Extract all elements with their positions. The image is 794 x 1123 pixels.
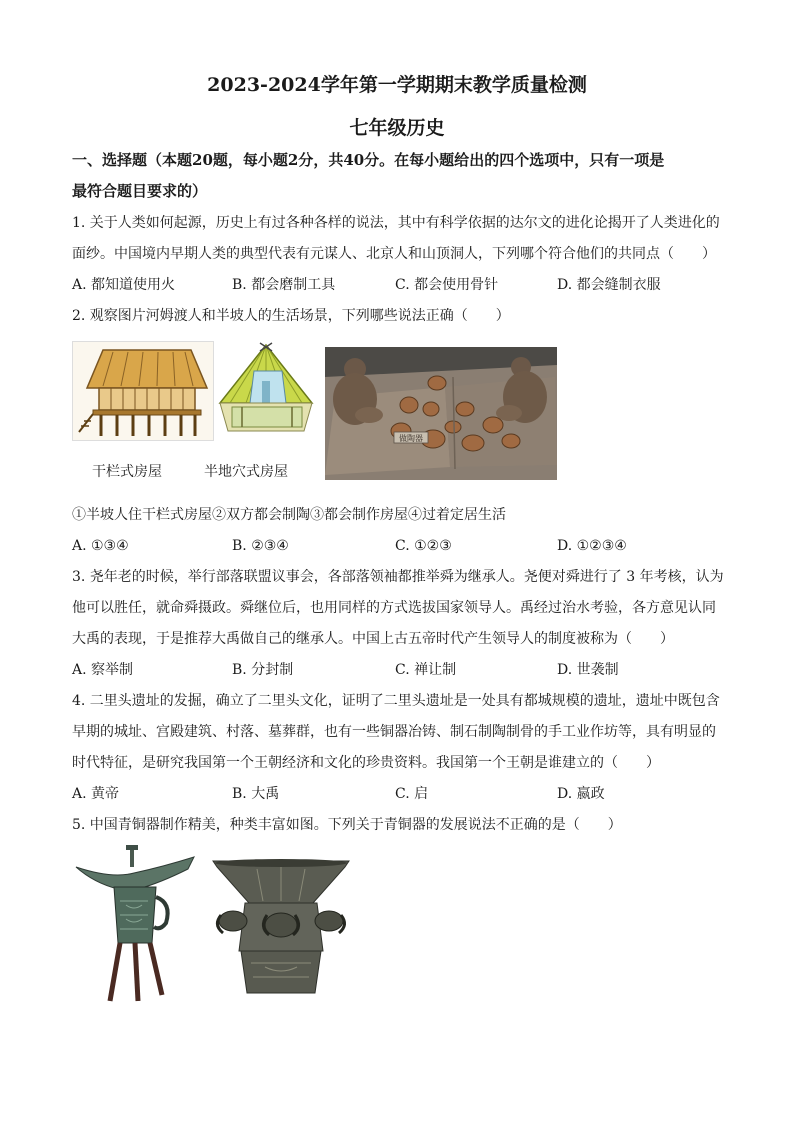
pottery-making-diorama-image (325, 347, 557, 480)
section-heading-line2: 最符合题目要求的） (72, 182, 208, 200)
q4-line2: 早期的城址、宫殿建筑、村落、墓葬群，也有一些铜器冶铸、制石制陶制骨的手工业作坊等，具有明显的 (72, 724, 716, 740)
exam-title: 2023-2024学年第一学期期末教学质量检测 (207, 74, 587, 96)
q2-line1: 2. 观察图片河姆渡人和半坡人的生活场景，下列哪些说法正确（ ） (72, 308, 510, 324)
q1-line1: 1. 关于人类如何起源，历史上有过各种各样的说法，其中有科学依据的达尔文的进化论揭开了人类进化的 (72, 215, 720, 231)
semi-subterranean-house-image (216, 341, 318, 439)
semi-subterranean-house-caption: 半地穴式房屋 (204, 464, 288, 480)
q4-option-a[interactable]: A. 黄帝 (72, 786, 120, 802)
pottery-sign-label: 做陶器 (399, 434, 423, 443)
q4-option-b[interactable]: B. 大禹 (232, 786, 280, 802)
stilt-house-caption: 干栏式房屋 (92, 464, 162, 480)
q3-option-b[interactable]: B. 分封制 (232, 662, 294, 678)
q1-option-a[interactable]: A. 都知道使用火 (72, 277, 176, 293)
q1-options (72, 275, 727, 295)
q4-option-d[interactable]: D. 嬴政 (557, 786, 605, 802)
q4-line1: 4. 二里头遗址的发掘，确立了二里头文化，证明了二里头遗址是一处具有都城规模的遗址，遗址中既包含 (72, 693, 720, 709)
q1-option-d[interactable]: D. 都会缝制衣服 (557, 277, 661, 293)
exam-subtitle: 七年级历史 (349, 117, 445, 139)
q2-option-d[interactable]: D. ①②③④ (557, 538, 627, 554)
q2-option-a[interactable]: A. ①③④ (72, 538, 129, 554)
q4-option-c[interactable]: C. 启 (395, 786, 429, 802)
q1-option-c[interactable]: C. 都会使用骨针 (395, 277, 499, 293)
section-heading-line1: 一、选择题（本题20题，每小题2分，共40分。在每小题给出的四个选项中，只有一项是 (72, 151, 665, 169)
bronze-jue-image (72, 845, 198, 1003)
q4-line3: 时代特征，是研究我国第一个王朝经济和文化的珍贵资料。我国第一个王朝是谁建立的（ ） (72, 755, 660, 771)
stilt-house-image (72, 341, 214, 441)
q3-line2: 他可以胜任，就命舜摄政。舜继位后，也用同样的方式选拔国家领导人。禹经过治水考验，各方意见认同 (72, 600, 716, 616)
q2-option-c[interactable]: C. ①②③ (395, 538, 452, 554)
q4-options (72, 784, 727, 804)
q2-options (72, 536, 727, 556)
q3-line1: 3. 尧年老的时候，举行部落联盟议事会，各部落领袖都推举舜为继承人。尧便对舜进行了 3 年考核，认为 (72, 569, 724, 585)
q3-line3: 大禹的表现，于是推荐大禹做自己的继承人。中国上古五帝时代产生领导人的制度被称为（ ） (72, 631, 674, 647)
q1-option-b[interactable]: B. 都会磨制工具 (232, 277, 336, 293)
q1-line2: 面纱。中国境内早期人类的典型代表有元谋人、北京人和山顶洞人，下列哪个符合他们的共同点（ ） (72, 246, 716, 262)
q2-statement: ①半坡人住干栏式房屋②双方都会制陶③都会制作房屋④过着定居生活 (72, 507, 506, 523)
q3-option-c[interactable]: C. 禅让制 (395, 662, 457, 678)
q3-options (72, 660, 727, 680)
q3-option-a[interactable]: A. 察举制 (72, 662, 134, 678)
q2-option-b[interactable]: B. ②③④ (232, 538, 289, 554)
q3-option-d[interactable]: D. 世袭制 (557, 662, 619, 678)
q5-line1: 5. 中国青铜器制作精美，种类丰富如图。下列关于青铜器的发展说法不正确的是（ ） (72, 817, 622, 833)
bronze-ram-zun-image (211, 855, 351, 997)
